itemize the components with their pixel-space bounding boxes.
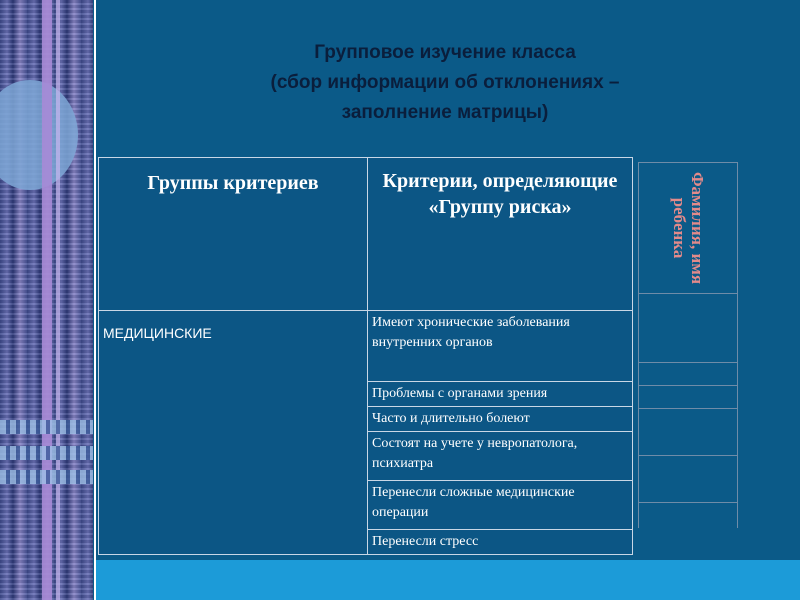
criterion-cell: Имеют хронические заболевания внутренних органов: [368, 311, 633, 382]
table-row: [99, 311, 633, 382]
child-name-header-text: Фамилия, имя ребенка: [670, 171, 707, 285]
title-line-1: Групповое изучение класса: [314, 42, 576, 63]
bottom-bar: [96, 560, 800, 600]
group-label-medical: МЕДИЦИНСКИЕ: [99, 311, 368, 555]
child-name-header: [638, 162, 738, 294]
child-name-column: [638, 163, 738, 528]
divider-line: [94, 0, 96, 600]
child-name-cell: [638, 408, 738, 456]
criteria-table: [98, 157, 633, 555]
decorative-band: [0, 420, 93, 434]
child-name-cell: [638, 385, 738, 409]
child-name-cell: [638, 455, 738, 503]
title-line-3: заполнение матрицы): [341, 102, 549, 123]
criterion-cell: Состоят на учете у невропатолога, психиатра: [368, 432, 633, 481]
table-header-row: [99, 158, 633, 311]
decorative-stripe-thin: [56, 0, 60, 600]
child-name-cell: [638, 502, 738, 528]
decorative-band: [0, 470, 93, 484]
title-line-2: (сбор информации об отклонениях –: [270, 72, 620, 93]
decorative-circle: [0, 80, 78, 190]
decorative-band: [0, 446, 93, 460]
criterion-cell: Часто и длительно болеют: [368, 407, 633, 432]
criterion-cell: Проблемы с органами зрения: [368, 382, 633, 407]
header-criteria: Критерии, определяющие «Группу риска»: [368, 158, 633, 311]
child-name-cell: [638, 293, 738, 363]
decorative-strip: [0, 0, 93, 600]
child-name-cell: [638, 362, 738, 386]
criterion-cell: Перенесли сложные медицинские операции: [368, 481, 633, 530]
header-groups: Группы критериев: [99, 158, 368, 311]
criterion-cell: Перенесли стресс: [368, 530, 633, 555]
decorative-stripe: [42, 0, 52, 600]
slide-title: [120, 38, 770, 128]
